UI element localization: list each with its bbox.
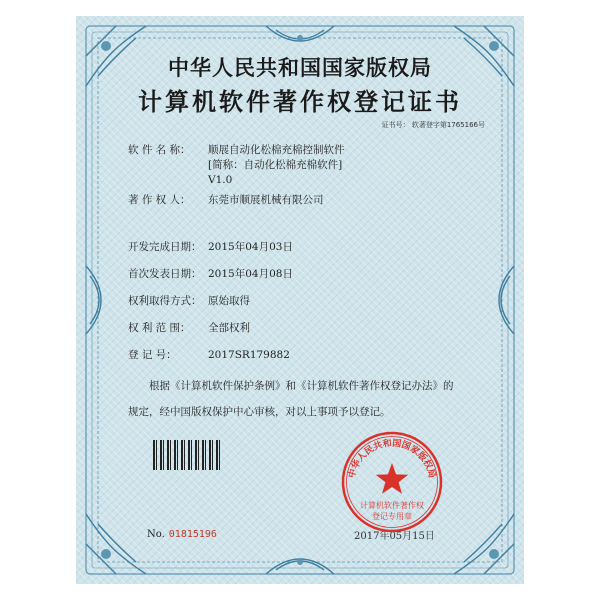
pub-date-row <box>128 267 293 282</box>
seal-center-line1: 计算机软件著作权 <box>360 501 424 510</box>
seal-center-line2: 登记专用章 <box>372 512 412 521</box>
scope-value: 全部权利 <box>208 322 250 334</box>
owner-value: 东莞市顺展机械有限公司 <box>208 194 324 206</box>
seal-arc-text: 中华人民共和国国家版权局 <box>347 438 437 480</box>
legal-basis-line1: 根据《计算机软件保护条例》和《计算机软件著作权登记办法》的 <box>149 380 454 392</box>
software-short-name: [简称：自动化松棉充棉软件] <box>208 159 343 171</box>
acquire-label: 权利取得方式： <box>128 295 202 307</box>
pub-date-label: 首次发表日期： <box>128 268 202 280</box>
dev-date-value: 2015年04月03日 <box>208 241 293 253</box>
acquire-value: 原始取得 <box>208 295 250 307</box>
reg-number-value: 2017SR179882 <box>208 349 290 361</box>
acquire-row <box>128 294 250 309</box>
owner-label: 著 作 权 人： <box>128 194 191 206</box>
reg-number-label: 登 记 号： <box>128 349 177 361</box>
certificate-title: 计算机软件著作权登记证书 <box>138 87 462 116</box>
serial-number <box>147 529 217 540</box>
official-seal <box>340 430 444 534</box>
software-name-label: 软 件 名 称： <box>128 144 191 156</box>
software-version: V1.0 <box>208 174 233 186</box>
software-name: 顺展自动化松棉充棉控制软件 <box>208 144 345 156</box>
pub-date-value: 2015年04月08日 <box>208 268 293 280</box>
seal-star <box>376 463 408 494</box>
serial-value: 01815196 <box>168 529 217 540</box>
issue-date: 2017年05月15日 <box>354 531 435 542</box>
software-name-row <box>128 143 345 188</box>
scope-label: 权 利 范 围： <box>128 322 191 334</box>
legal-basis-line2: 规定，经中国版权保护中心审核，对以上事项予以登记。 <box>128 406 391 418</box>
dev-date-label: 开发完成日期： <box>128 241 202 253</box>
barcode <box>153 440 223 470</box>
serial-label: No. <box>147 529 165 540</box>
certificate-number: 证书号： 软著登字第1765166号 <box>381 121 485 129</box>
owner-row <box>128 193 324 208</box>
scope-row <box>128 321 250 336</box>
reg-number-row <box>128 348 290 363</box>
issuer-title: 中华人民共和国国家版权局 <box>168 55 432 80</box>
dev-date-row <box>128 240 293 255</box>
